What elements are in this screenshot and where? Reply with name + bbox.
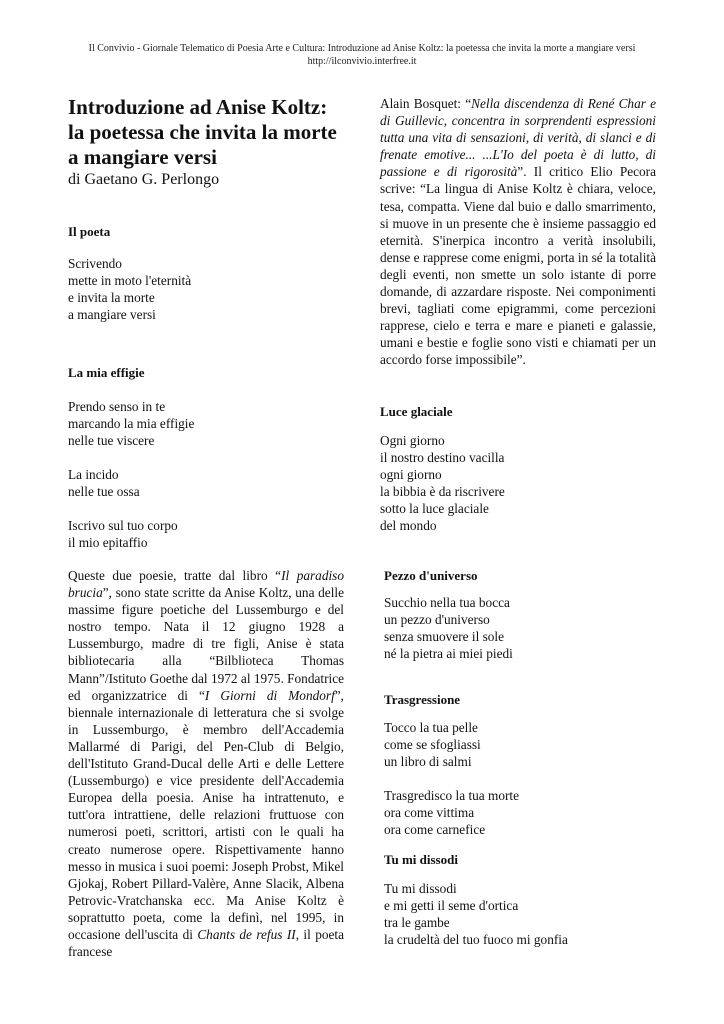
poem-line: il nostro destino vacilla — [380, 449, 505, 465]
poem-line: Iscrivo sul tuo corpo — [68, 518, 178, 533]
right-poems-block — [380, 568, 656, 948]
poem-line: marcando la mia effigie — [68, 416, 195, 431]
section-title-il-poeta: Il poeta — [68, 224, 111, 239]
poem-line: ogni giorno — [380, 466, 442, 482]
poem-line: né la pietra ai miei piedi — [384, 645, 513, 661]
poem-line: Prendo senso in te — [68, 399, 166, 414]
page-header — [0, 42, 724, 68]
poem-line: mette in moto l'eternità — [68, 273, 192, 288]
title-line: Introduzione ad Anise Koltz: — [68, 95, 328, 119]
poem-luce-glaciale — [380, 432, 656, 534]
quote-italic: Nella discendenza di René Char e di Guillevic, concentra in sorprendenti espressioni tutta una vita di sensazioni, di verità, di slanci e di frenate emotive... ...L'Io del poeta è di lutto, di passione e di rigorosità — [380, 96, 656, 180]
header-title-line: Il Convivio - Giornale Telematico di Poesia Arte e Cultura: Introduzione ad Anise Koltz: la poetessa che invita la morte a mangiare versi — [88, 43, 636, 54]
poem-line: Succhio nella tua bocca — [384, 594, 510, 610]
poem-line: ora come carnefice — [384, 821, 486, 837]
poem-tu-mi-dissodi — [384, 880, 656, 948]
poem-line: La incido — [68, 467, 119, 482]
poem-line: e mi getti il seme d'ortica — [384, 897, 519, 913]
header-url: http://ilconvivio.interfree.it — [307, 56, 417, 67]
poem-line: Ogni giorno — [380, 432, 445, 448]
poem-trasgressione — [384, 719, 656, 838]
poem-line: nelle tue viscere — [68, 433, 155, 448]
text-run: ”, sono state scritte da Anise Koltz, una delle massime figure poetiche del Lussemburgo e del nostro tempo. Nata il 12 giugno 1928 a Lussemburgo, madre di tre figli, Anise è stata bibliotecaria alla “Bilblioteca Thomas Mann”/Istituto Goethe dal 1972 al 1975. Fondatrice ed organizzatrice di “ — [68, 585, 344, 703]
book-title: Il paradiso brucia — [68, 568, 345, 601]
text-run: ”, biennale internazionale di letteratura che si svolge in Lussemburgo, è membro dell'Accademia Mallarmé di Parigi, del Pen-Club di Belgio, dell'Istituto Grand-Ducal delle Arti e delle Lettere (Lussemburgo) e vice presidente dell'Accademia Europea della poesia. Anise ha intrattenuto, e tutt'ora intrattiene, delle relazioni fruttuose con numerosi poeti, scrittori, artisti con le quali ha creato numerose opere. Rispettivamente hanno messo in musica i suoi poemi: Joseph Probst, Mikel Gjokaj, Robert Pillard-Valère, Anne Slacik, Albena Petrovic-Vratchanska ecc. Ma Anise Koltz è soprattutto poeta, come la definì, nel 1995, in occasione dell'uscita di — [68, 687, 344, 942]
poem-line: ora come vittima — [384, 804, 475, 820]
poem-line: del mondo — [380, 517, 437, 533]
poem-line: Tu mi dissodi — [384, 880, 457, 896]
poem-line: sotto la luce glaciale — [380, 500, 489, 516]
article-title — [68, 95, 344, 170]
poem-line: come se sfogliassi — [384, 736, 481, 752]
poem-il-poeta — [68, 255, 344, 323]
section-title-luce-glaciale: Luce glaciale — [380, 403, 453, 419]
poem-line: e invita la morte — [68, 290, 155, 305]
body-paragraph-1 — [68, 567, 344, 960]
poem-line: a mangiare versi — [68, 307, 156, 322]
text-run: ”. Il critico Elio Pecora scrive: “La lingua di Anise Koltz è chiara, veloce, tesa, compatta. Viene dal buio e dallo smarrimento, si muove in un presente che è insieme passaggio ed eternità. S'inerpica incontro a verità insolubili, dense e rapprese come enigmi, porta in sé la totalità degli eventi, non smette un solo istante di porre domande, di azzardare risposte. Nei componimenti brevi, tagliati come epigrammi, come percezioni rapprese, cielo e terra e mare e pianeti e galassie, umani e bestie e foglie sono visti e chiamati per un accordo forse impossibile”. — [380, 164, 657, 368]
poem-mia-effigie — [68, 398, 344, 551]
poem-line: la crudeltà del tuo fuoco mi gonfia — [384, 931, 568, 947]
poem-line: nelle tue ossa — [68, 484, 140, 499]
title-line: la poetessa che invita la morte — [68, 120, 337, 144]
book-title: Chants de refus II — [197, 926, 296, 942]
poem-line: Trasgredisco la tua morte — [384, 787, 520, 803]
poem-line: un pezzo d'universo — [384, 611, 490, 627]
text-run: Queste due poesie, tratte dal libro “ — [68, 568, 282, 583]
section-title-trasgressione: Trasgressione — [384, 691, 461, 707]
poem-line: tra le gambe — [384, 914, 450, 930]
body-paragraph-2 — [380, 95, 656, 369]
poem-line: un libro di salmi — [384, 753, 472, 769]
poem-line: senza smuovere il sole — [384, 628, 505, 644]
poem-line: il mio epitaffio — [68, 535, 148, 550]
poem-line: Tocco la tua pelle — [384, 719, 478, 735]
text-run: , il poeta francese — [68, 926, 345, 960]
right-column — [380, 95, 656, 948]
event-title: I Giorni di Mondorf — [204, 687, 335, 703]
poem-line: la bibbia è da riscrivere — [380, 483, 505, 499]
section-title-mia-effigie: La mia effigie — [68, 365, 145, 380]
text-run: Alain Bosquet: “ — [380, 96, 472, 111]
section-title-pezzo-universo: Pezzo d'universo — [384, 567, 478, 583]
poem-line: Scrivendo — [68, 256, 122, 271]
title-line: a mangiare versi — [68, 145, 217, 169]
article-author: di Gaetano G. Perlongo — [68, 171, 220, 188]
left-column — [68, 95, 344, 960]
poem-pezzo-universo — [384, 594, 656, 662]
section-title-tu-mi-dissodi: Tu mi dissodi — [384, 851, 458, 867]
